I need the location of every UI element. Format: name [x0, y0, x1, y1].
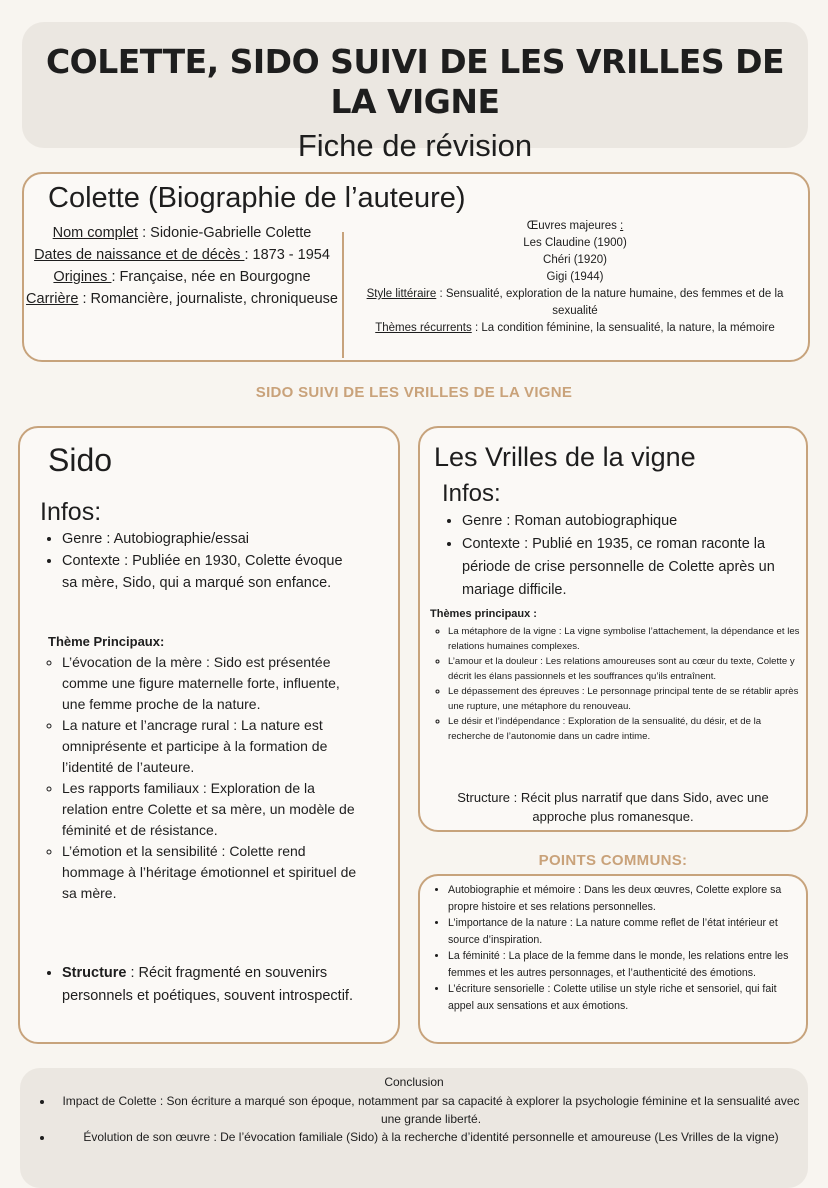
vrilles-themes-title: Thèmes principaux : [430, 608, 537, 620]
vrilles-infos-list [428, 510, 776, 602]
list-item: • L’écriture sensorielle : Colette utilise un style riche et sensoriel, qui fait appel aux sensations et aux émotions. [448, 981, 802, 1014]
works-line [352, 218, 798, 235]
works-colon: : [620, 220, 624, 232]
page-subtitle: Fiche de révision [297, 128, 533, 163]
list-item: • Évolution de son œuvre : De l’évocation familiale (Sido) à la recherche d’identité personnelle et amoureuse (Les Vrilles de la vigne) [54, 1128, 808, 1146]
list-item: ◦ L’émotion et la sensibilité : Colette rend hommage à l’héritage émotionnel et spirituel de sa mère. [62, 841, 360, 904]
biography-title: Colette (Biographie de l’auteure) [48, 182, 466, 214]
list-item [62, 962, 358, 1008]
list-item: ◦ La métaphore de la vigne : La vigne symbolise l’attachement, la dépendance et les relations humaines complexes. [448, 624, 800, 654]
sido-infos-title: Infos: [40, 498, 102, 526]
career-value: : Romancière, journaliste, chroniqueuse [78, 291, 338, 307]
biography-works [352, 218, 798, 337]
sido-structure [28, 962, 358, 1008]
vrilles-infos-title: Infos: [442, 480, 501, 507]
biography-card [22, 172, 810, 362]
sido-infos-list [28, 528, 358, 594]
structure-label: Structure [62, 965, 127, 981]
list-item: • Autobiographie et mémoire : Dans les deux œuvres, Colette explore sa propre histoire et ses relations personnelles. [448, 882, 802, 915]
list-item: ◦ Les rapports familiaux : Exploration de la relation entre Colette et sa mère, un modèle de féminité et de résistance. [62, 778, 360, 841]
themes-line [352, 320, 798, 337]
origins-value: : Française, née en Bourgogne [111, 269, 311, 285]
list-item: • Genre : Roman autobiographique [462, 510, 776, 533]
list-item: • Genre : Autobiographie/essai [62, 528, 358, 550]
work-item: Les Claudine (1900) [523, 237, 627, 249]
communs-card [418, 874, 808, 1044]
career-line [24, 288, 340, 310]
dates-label: Dates de naissance et de décès [34, 247, 245, 263]
work-item: Chéri (1920) [543, 254, 607, 266]
biography-divider [342, 232, 344, 358]
themes-label: Thèmes récurrents [375, 322, 472, 334]
sido-themes-title: Thème Principaux: [48, 634, 165, 649]
style-label: Style littéraire [366, 288, 437, 300]
dates-line [24, 244, 340, 266]
style-line [352, 286, 798, 320]
biography-facts [24, 222, 340, 310]
origins-line [24, 266, 340, 288]
sido-card [18, 426, 400, 1044]
vrilles-themes-list [422, 624, 800, 744]
header-banner [22, 22, 808, 163]
structure-value: : Récit fragmenté en souvenirs personnels et poétiques, souvent introspectif. [62, 965, 353, 1004]
dates-value: : 1873 - 1954 [244, 247, 330, 263]
list-item: ◦ L’amour et la douleur : Les relations amoureuses sont au cœur du texte, Colette y décrit les élans passionnels et les souffrances qu’ils entraînent. [448, 654, 800, 684]
list-item: • Impact de Colette : Son écriture a marqué son époque, notamment par sa capacité à explorer la psychologie féminine et la sensualité avec une grande liberté. [54, 1092, 808, 1128]
sido-themes-list [28, 652, 360, 904]
career-label: Carrière [26, 291, 79, 307]
vrilles-title: Les Vrilles de la vigne [434, 442, 696, 472]
works-label: Œuvres majeures [526, 220, 621, 232]
list-item: • La féminité : La place de la femme dans le monde, les relations entre les femmes et les autres personnages, et l’authenticité des émotions. [448, 948, 802, 981]
conclusion-panel [20, 1068, 808, 1188]
list-item: ◦ Le dépassement des épreuves : Le personnage principal tente de se rétablir après une rupture, une métaphore du renouveau. [448, 684, 800, 714]
full-name-line [24, 222, 340, 244]
list-item: • Contexte : Publiée en 1930, Colette évoque sa mère, Sido, qui a marqué son enfance. [62, 550, 358, 594]
list-item: ◦ La nature et l’ancrage rural : La nature est omniprésente et participe à la formation de l’identité de l’auteure. [62, 715, 360, 778]
work-item: Gigi (1944) [546, 271, 604, 283]
vrilles-structure: Structure : Récit plus narratif que dans Sido, avec une approche plus romanesque. [457, 790, 769, 824]
full-name-label: Nom complet [52, 225, 139, 241]
section-heading: SIDO SUIVI DE LES VRILLES DE LA VIGNE [255, 384, 573, 401]
vrilles-card [418, 426, 808, 832]
style-value: : Sensualité, exploration de la nature humaine, des femmes et de la sexualité [436, 288, 784, 317]
communs-list [422, 882, 802, 1014]
communs-heading: POINTS COMMUNS: [538, 852, 688, 869]
origins-label: Origines [53, 269, 112, 285]
sido-title: Sido [48, 442, 113, 478]
list-item: ◦ Le désir et l’indépendance : Exploration de la sensualité, du désir, et de la recherche de l’autonomie dans un cadre intime. [448, 714, 800, 744]
list-item: • Contexte : Publié en 1935, ce roman raconte la période de crise personnelle de Colette après un mariage difficile. [462, 533, 776, 602]
full-name-value: : Sidonie-Gabrielle Colette [138, 225, 312, 241]
conclusion-title: Conclusion [384, 1075, 444, 1089]
themes-value: : La condition féminine, la sensualité, la nature, la mémoire [471, 322, 775, 334]
list-item: ◦ L’évocation de la mère : Sido est présentée comme une figure maternelle forte, influente, une femme proche de la nature. [62, 652, 360, 715]
page-title: COLETTE, SIDO SUIVI DE LES VRILLES DE LA VIGNE [45, 42, 785, 121]
list-item: • L’importance de la nature : La nature comme reflet de l’état intérieur et source d’inspiration. [448, 915, 802, 948]
